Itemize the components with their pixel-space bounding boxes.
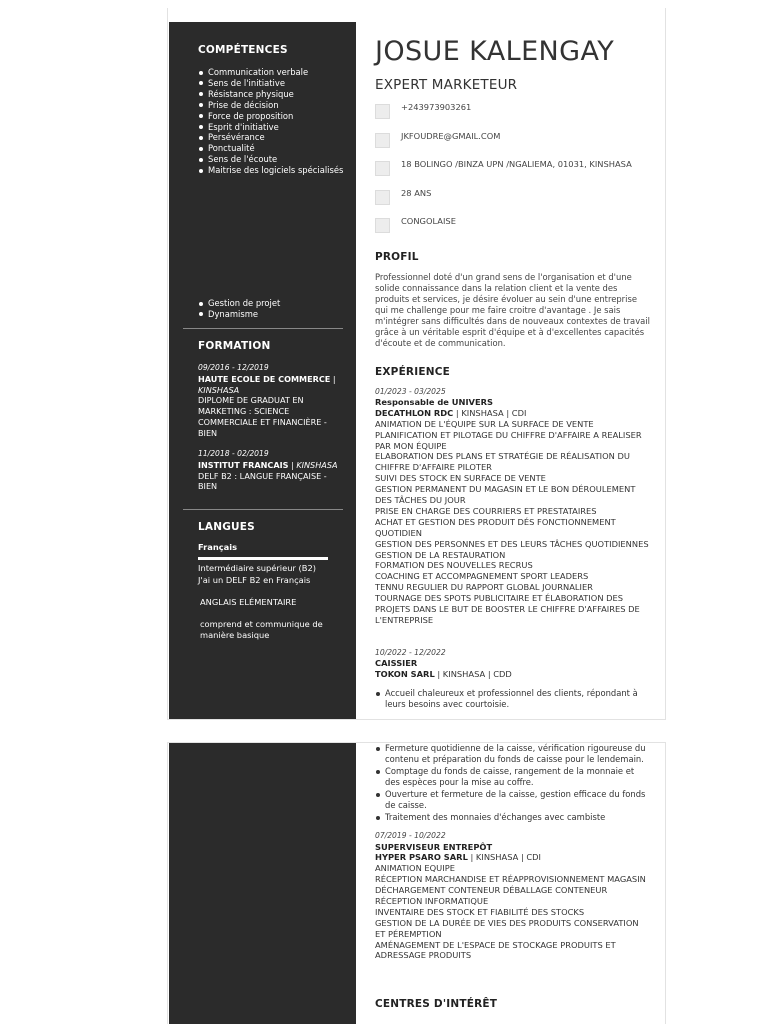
experience-role: SUPERVISEUR ENTREPÔT bbox=[375, 841, 493, 852]
experience-line: ACHAT ET GESTION DES PRODUIT DÉS FONCTIONNEMENT QUOTIDIEN bbox=[375, 516, 616, 538]
list-item: Ouverture et fermeture de la caisse, gestion efficace du fonds de caisse. bbox=[375, 789, 651, 811]
experience-line: TOURNAGE DES SPOTS PUBLICITAIRE ET ÉLABORATION DES PROJETS DANS LE BUT DE BOOSTER LE CHIFFRE D'AFFAIRES DE L'ENTREPRISE bbox=[375, 593, 640, 626]
language-name: Français bbox=[198, 542, 238, 552]
education-date: 11/2018 - 02/2019 bbox=[198, 449, 269, 458]
email-icon bbox=[375, 133, 390, 148]
education-school: INSTITUT FRANCAIS bbox=[198, 459, 289, 470]
contact-age bbox=[375, 187, 651, 216]
experience-bullets bbox=[375, 688, 651, 710]
education-degree: DIPLOME DE GRADUAT EN MARKETING : SCIENCE COMMERCIALE ET FINANCIÈRE - BIEN bbox=[198, 395, 327, 438]
age-icon bbox=[375, 190, 390, 205]
education-city: KINSHASA bbox=[296, 459, 338, 470]
language-level: Intermédiaire supérieur (B2) bbox=[198, 563, 316, 573]
phone-icon bbox=[375, 104, 390, 119]
experience-line: PRISE EN CHARGE DES COURRIERS ET PRESTATAIRES bbox=[375, 505, 597, 516]
divider bbox=[183, 328, 343, 329]
list-item: Résistance physique bbox=[198, 89, 348, 100]
list-item: Esprit d'initiative bbox=[198, 122, 348, 133]
list-item: Accueil chaleureux et professionnel des clients, répondant à leurs besoins avec courtoisie. bbox=[375, 688, 651, 710]
skills-list-more bbox=[198, 298, 348, 320]
experience-role: CAISSIER bbox=[375, 658, 418, 669]
experience-line: FORMATION DES NOUVELLES RECRUS bbox=[375, 560, 533, 571]
experience-line: ANIMATION DE L'ÉQUIPE SUR LA SURFACE DE VENTE bbox=[375, 418, 594, 429]
list-item: Force de proposition bbox=[198, 111, 348, 122]
education-city: KINSHASA bbox=[198, 384, 240, 395]
resume-page-2 bbox=[167, 742, 666, 1024]
sidebar bbox=[169, 743, 356, 1024]
list-item: Ponctualité bbox=[198, 143, 348, 154]
list-item: Sens de l'initiative bbox=[198, 78, 348, 89]
experience-company: DECATHLON RDC bbox=[375, 407, 454, 418]
languages-title: LANGUES bbox=[198, 521, 255, 533]
list-item: Gestion de projet bbox=[198, 298, 348, 309]
experience-line: ANIMATION EQUIPE bbox=[375, 863, 455, 874]
experience-line: COACHING ET ACCOMPAGNEMENT SPORT LEADERS bbox=[375, 571, 589, 582]
skills-title: COMPÉTENCES bbox=[198, 44, 288, 56]
experience-line: AMÉNAGEMENT DE L'ESPACE DE STOCKAGE PRODUITS ET ADRESSAGE PRODUITS bbox=[375, 939, 616, 961]
experience-location: | KINSHASA | CDI bbox=[467, 852, 542, 863]
main-column bbox=[375, 743, 651, 1010]
list-item: Comptage du fonds de caisse, rangement de la monnaie et des espèces pour la mise au coffre. bbox=[375, 766, 651, 788]
education-item bbox=[198, 363, 348, 439]
experience-line: DÉCHARGEMENT CONTENEUR DÉBALLAGE CONTENEUR bbox=[375, 885, 608, 896]
sidebar bbox=[169, 22, 356, 719]
experience-bullets bbox=[375, 743, 651, 823]
experience-line: SUIVI DES STOCK EN SURFACE DE VENTE bbox=[375, 473, 546, 484]
list-item: Dynamisme bbox=[198, 309, 348, 320]
experience-company: TOKON SARL bbox=[375, 669, 435, 680]
nationality-icon bbox=[375, 218, 390, 233]
experience-line: RÉCEPTION INFORMATIQUE bbox=[375, 895, 489, 906]
experience-date: 10/2022 - 12/2022 bbox=[375, 647, 446, 657]
experience-line: RÉCEPTION MARCHANDISE ET RÉAPPROVISIONNEMENT MAGASIN bbox=[375, 874, 646, 885]
list-item: Traitement des monnaies d'échanges avec cambiste bbox=[375, 812, 651, 823]
list-item: Sens de l'écoute bbox=[198, 154, 348, 165]
candidate-name: JOSUE KALENGAY bbox=[375, 36, 615, 67]
address-icon bbox=[375, 161, 390, 176]
experience-line: ELABORATION DES PLANS ET STRATÉGIE DE RÉALISATION DU CHIFFRE D'AFFAIRE PILOTER bbox=[375, 451, 630, 473]
list-item: Persévérance bbox=[198, 132, 348, 143]
experience-location: | KINSHASA | CDI bbox=[453, 407, 527, 418]
separator: | bbox=[330, 373, 336, 384]
education-degree: DELF B2 : LANGUE FRANÇAISE - BIEN bbox=[198, 470, 327, 492]
job-title: EXPERT MARKETEUR bbox=[375, 77, 518, 93]
experience-line: INVENTAIRE DES STOCK ET FIABILITÉ DES STOCKS bbox=[375, 906, 585, 917]
interests-title: CENTRES D'INTÉRÊT bbox=[375, 998, 498, 1011]
main-column bbox=[375, 36, 651, 711]
education-date: 09/2016 - 12/2019 bbox=[198, 363, 269, 372]
resume-page-1 bbox=[167, 8, 666, 720]
profile-title: PROFIL bbox=[375, 250, 419, 263]
contact-email bbox=[375, 130, 651, 159]
experience-line: GESTION PERMANENT DU MAGASIN ET LE BON DÉROULEMENT DES TÂCHES DU JOUR bbox=[375, 484, 636, 506]
experience-line: GESTION DE LA RESTAURATION bbox=[375, 549, 506, 560]
phone-value: +243973903261 bbox=[401, 102, 472, 112]
address-value: 18 BOLINGO /BINZA UPN /NGALIEMA, 01031, KINSHASA bbox=[401, 159, 632, 169]
experience-location: | KINSHASA | CDD bbox=[434, 669, 512, 680]
education-item bbox=[198, 449, 348, 492]
experience-title: EXPÉRIENCE bbox=[375, 365, 450, 378]
skills-list bbox=[198, 67, 348, 176]
experience-date: 07/2019 - 10/2022 bbox=[375, 831, 446, 840]
contact-nationality bbox=[375, 215, 651, 244]
language-note: comprend et communique de manière basique bbox=[200, 619, 323, 640]
experience-line: GESTION DE LA DURÉE DE VIES DES PRODUITS CONSERVATION ET PÉREMPTION bbox=[375, 917, 639, 939]
experience-item bbox=[375, 831, 651, 961]
contact-phone bbox=[375, 101, 651, 130]
experience-item bbox=[375, 387, 651, 626]
contact-list bbox=[375, 101, 651, 244]
experience-role: Responsable de UNIVERS bbox=[375, 397, 494, 407]
experience-line: PLANIFICATION ET PILOTAGE DU CHIFFRE D'AFFAIRE A REALISER PAR MON ÉQUIPE bbox=[375, 429, 642, 451]
email-value: JKFOUDRE@GMAIL.COM bbox=[401, 130, 501, 141]
language-level-bar bbox=[198, 557, 328, 560]
language-name: ANGLAIS ELÉMENTAIRE bbox=[200, 597, 297, 607]
profile-text: Professionnel doté d'un grand sens de l'organisation et d'une solide connaissance dans la relation client et la vente des produits et services, je désire évoluer au sein d'une entreprise qui me challenge pour me faire croitre d'avantage . Je sais m'intégrer sans difficultés dans de nouveaux contextes de travail grâce à un véritable esprit d'équipe et à d'excellentes capacités d'écoute et de communication. bbox=[375, 271, 650, 348]
experience-item bbox=[375, 648, 651, 710]
age-value: 28 ANS bbox=[401, 187, 432, 198]
separator: | bbox=[288, 459, 297, 470]
list-item: Communication verbale bbox=[198, 67, 348, 78]
list-item: Prise de décision bbox=[198, 100, 348, 111]
education-school: HAUTE ECOLE DE COMMERCE bbox=[198, 373, 331, 384]
education-title: FORMATION bbox=[198, 340, 271, 352]
nationality-value: CONGOLAISE bbox=[401, 216, 456, 226]
list-item: Fermeture quotidienne de la caisse, vérification rigoureuse du contenu et préparation du fonds de caisse pour le lendemain. bbox=[375, 743, 651, 765]
divider bbox=[183, 509, 343, 510]
list-item: Maitrise des logiciels spécialisés bbox=[198, 165, 348, 176]
experience-date: 01/2023 - 03/2025 bbox=[375, 386, 446, 396]
contact-address bbox=[375, 158, 651, 187]
experience-line: GESTION DES PERSONNES ET DES LEURS TÂCHES QUOTIDIENNES bbox=[375, 538, 649, 549]
language-note: J'ai un DELF B2 en Français bbox=[198, 575, 311, 585]
experience-line: TENNU REGULIER DU RAPPORT GLOBAL JOURNALIER bbox=[375, 582, 593, 593]
experience-company: HYPER PSARO SARL bbox=[375, 852, 468, 863]
